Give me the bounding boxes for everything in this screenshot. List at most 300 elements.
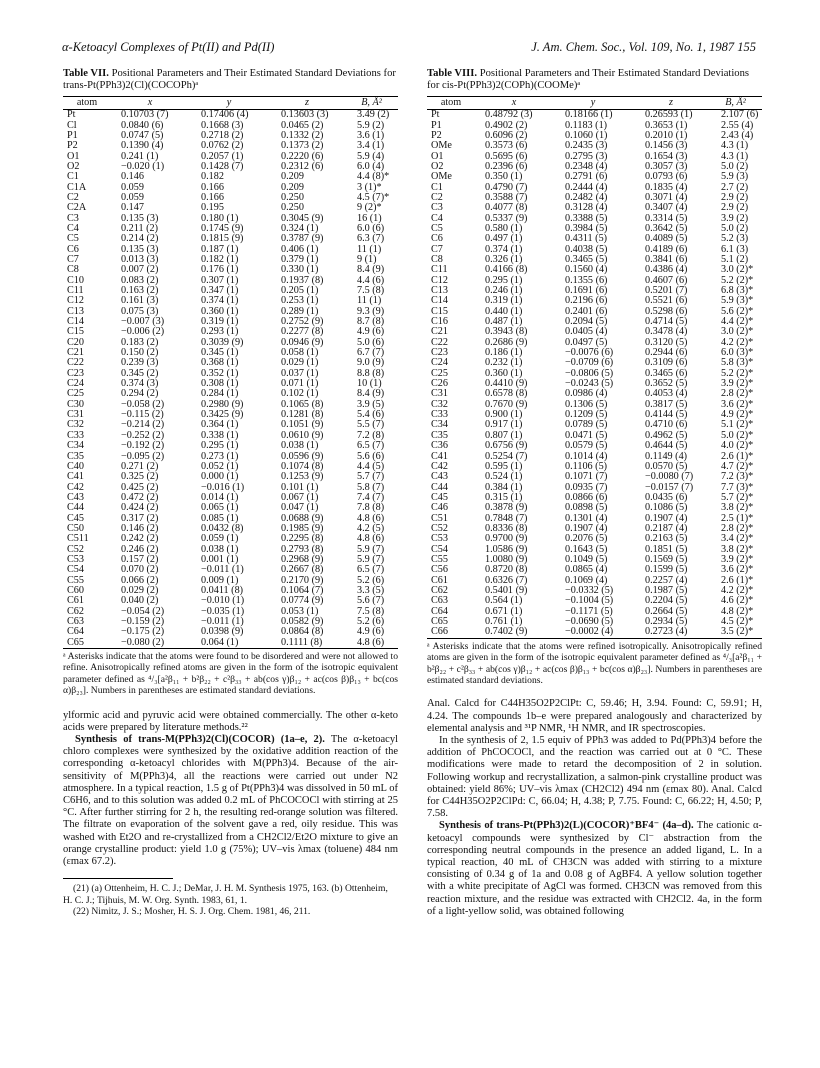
table7-cell-y: 0.17406 (4) — [201, 109, 249, 121]
table8-cell-y: 0.1301 (4) — [565, 512, 608, 524]
table7-cell-y: 0.064 (1) — [201, 636, 239, 648]
table7-cell-b: 5.0 (6) — [357, 336, 385, 348]
table7-cell-y: 0.166 — [201, 181, 224, 193]
table7-cell-b: 4.8 (6) — [357, 636, 385, 648]
table8-cell-x: 0.8336 (8) — [485, 522, 528, 534]
table8-cell-atom: C15 — [431, 305, 448, 317]
table7-cell-x: 0.075 (3) — [121, 305, 159, 317]
table7-cell-z: 0.0610 (9) — [281, 429, 324, 441]
table8-cell-b: 2.107 (6) — [721, 109, 759, 121]
left-paragraph-2-text: The α-ketoacyl chloro complexes were synthesized by the oxidative addition reaction of the corresponding α-ketoacyl chlorides with M(PPh3)4. Because of the air-sensitivity of M(PPh3)4, all the reactions were carried out under N2 atmosphere. In a typical reaction, 1.5 g of Pt(PPh3)4 was dissolved in 50 mL of C6H6, and to this solution was added 0.2 mL of PhCOCOCl with stirring at 25 °C. After further stirring for 2 h, the resulting red-orange solution was filtered. The filtrate on evaporation of the solvent gave a red, oily residue. This was washed with Et2O and re-crystallized from a CH2Cl2/Et2O mixture to give an orange crystalline product: yield 1.0 g (75%); UV–vis λmax (toluene) 484 nm (εmax 67.2). — [63, 734, 398, 868]
table7-cell-atom: O2 — [67, 160, 80, 172]
table8-cell-y: 0.1691 (6) — [565, 285, 608, 296]
table7-cell-b: 8.8 (8) — [357, 367, 385, 379]
table8-cell-b: 3.0 (2)* — [721, 264, 754, 276]
table7-cell-z: 0.1111 (8) — [281, 636, 323, 648]
table8-cell-b: 3.8 (2)* — [721, 502, 754, 514]
table8-cell-b: 5.0 (2)* — [721, 429, 754, 441]
table8-cell-atom: C44 — [431, 481, 448, 493]
table8-cell-x: 0.48792 (3) — [485, 109, 533, 121]
table8-cell-b: 4.4 (2)* — [721, 316, 754, 328]
table7-cell-z: 0.0774 (9) — [281, 595, 324, 607]
table8-cell-x: 0.5254 (7) — [485, 450, 528, 462]
table7-cell-atom: C8 — [67, 264, 79, 276]
left-body-text — [63, 710, 398, 869]
table8-cell-atom: C26 — [431, 378, 448, 390]
table7-cell-x: 0.163 (2) — [121, 285, 159, 296]
table7-cell-b: 8.4 (9) — [357, 388, 385, 400]
table8-cell-x: 0.6756 (9) — [485, 440, 528, 452]
table8-cell-b: 2.9 (2) — [721, 191, 749, 203]
table8-cell-b: 3.6 (2)* — [721, 398, 754, 410]
table7-cell-z: 0.037 (1) — [281, 367, 319, 379]
table7-cell-z: 0.1253 (9) — [281, 471, 324, 483]
table7-cell-y: 0.059 (1) — [201, 533, 239, 545]
table7-cell-b: 3.49 (2) — [357, 109, 390, 121]
table7-cell-z: 0.2667 (8) — [281, 564, 324, 576]
table7-cell-b: 16 (1) — [357, 212, 382, 224]
table8-cell-atom: Pt — [431, 109, 440, 121]
table7-cell-b: 5.4 (6) — [357, 409, 385, 421]
table7-cell-b: 5.9 (7) — [357, 543, 385, 555]
table8-cell-b: 4.9 (2)* — [721, 409, 754, 421]
table7-cell-z: 0.3787 (9) — [281, 233, 324, 245]
table8-cell-atom: C12 — [431, 274, 448, 286]
table7-cell-x: 0.0747 (5) — [121, 129, 164, 141]
table7-cell-b: 8.4 (9) — [357, 264, 385, 276]
table7-cell-atom: C25 — [67, 388, 84, 400]
table8-col-z: z — [633, 96, 709, 109]
table7-cell-y: 0.166 — [201, 191, 224, 203]
table7-cell-y: 0.000 (1) — [201, 471, 239, 483]
table7-cell-b: 5.6 (6) — [357, 450, 385, 462]
table7-cell-z: 0.205 (1) — [281, 285, 319, 296]
table8-cell-atom: OMe — [431, 171, 452, 183]
table7-col-b: B, Å² — [345, 96, 398, 109]
running-header-journal: J. Am. Chem. Soc., Vol. 109, No. 1, 1987 155 — [531, 40, 756, 54]
table7-cell-b: 5.6 (7) — [357, 595, 385, 607]
table8-cell-atom: C63 — [431, 595, 448, 607]
table8-cell-x: 0.5695 (6) — [485, 150, 528, 162]
table7-cell-x: 0.135 (3) — [121, 212, 159, 224]
table8-cell-y: −0.0076 (6) — [565, 347, 614, 359]
table7-row — [63, 172, 398, 182]
table8-cell-b: 5.8 (3)* — [721, 357, 754, 369]
table7-cell-z: 0.071 (1) — [281, 378, 319, 390]
table8-cell-z: 0.3653 (1) — [645, 119, 688, 131]
table8-cell-y: 0.1183 (1) — [565, 119, 608, 131]
table7-row — [63, 441, 398, 451]
table7-cell-b: 9.0 (9) — [357, 357, 385, 369]
table8-cell-atom: C13 — [431, 285, 448, 296]
table7-cell-b: 4.9 (6) — [357, 626, 385, 638]
table7-cell-b: 5.5 (7) — [357, 419, 385, 431]
table7-cell-x: −0.095 (2) — [121, 450, 165, 462]
table7-col-atom: atom — [63, 96, 111, 109]
table7-cell-atom: C23 — [67, 367, 84, 379]
table7-cell-z: 0.1985 (9) — [281, 522, 324, 534]
table8-cell-z: 0.2944 (6) — [645, 347, 688, 359]
table7-cell-b: 4.4 (6) — [357, 274, 385, 286]
table7-cell-y: 0.3425 (9) — [201, 409, 244, 421]
table7-cell-z: 0.0946 (9) — [281, 336, 324, 348]
table7-cell-atom: C44 — [67, 502, 84, 514]
table7-cell-b: 3.6 (1) — [357, 129, 385, 141]
table8-cell-y: −0.1171 (5) — [565, 605, 613, 617]
table7-cell-z: 0.2220 (6) — [281, 150, 324, 162]
table8-cell-z: 0.3465 (6) — [645, 367, 688, 379]
table7-cell-z: 0.2752 (9) — [281, 316, 324, 328]
table8-caption — [427, 68, 762, 93]
table7-cell-b: 9.3 (9) — [357, 305, 385, 317]
right-column — [427, 68, 762, 918]
table8-cell-x: 0.326 (1) — [485, 253, 523, 265]
table7-cell-y: 0.182 (1) — [201, 253, 239, 265]
table8-cell-z: 0.2163 (5) — [645, 533, 688, 545]
table8-cell-atom: C4 — [431, 212, 443, 224]
table7-cell-b: 5.9 (7) — [357, 553, 385, 565]
table7-cell-b: 9 (2)* — [357, 202, 382, 214]
table8-cell-b: 2.8 (2)* — [721, 522, 754, 534]
table8-cell-atom: C43 — [431, 471, 448, 483]
table8-cell-y: 0.3465 (5) — [565, 253, 608, 265]
table8-cell-atom: C42 — [431, 460, 448, 472]
table8-cell-z: 0.2934 (5) — [645, 616, 688, 627]
table7-cell-atom: C12 — [67, 295, 84, 307]
table7-cell-x: 0.147 — [121, 202, 144, 214]
table8-footnote: ᵃ Asterisks indicate that the atoms were refined isotropically. Anisotropically refined atoms are given in the form of the isotropic equivalent parameter defined as ⁴/₃[a²β₁₁ + b²β₂₂ + c²β₃₃ + ab(cos γ)β₁₂ + ac(cos β)β₁₃ + bc(cos α)β₂₃]. Numbers in parentheses are estimated standard deviations. — [427, 640, 762, 686]
table8-cell-x: 0.4410 (9) — [485, 378, 528, 390]
table8-cell-y: 0.0898 (5) — [565, 502, 608, 514]
table7-cell-z: 0.102 (1) — [281, 388, 319, 400]
table7-cell-x: 0.029 (2) — [121, 584, 159, 596]
table8-cell-b: 4.3 (1) — [721, 150, 749, 162]
table8-row — [427, 503, 762, 513]
table8-cell-y: 0.2482 (4) — [565, 191, 608, 203]
table7-cell-x: −0.159 (2) — [121, 616, 165, 627]
table7-cell-atom: C40 — [67, 460, 84, 472]
table7-cell-atom: C32 — [67, 419, 84, 431]
table7-cell-y: 0.180 (1) — [201, 212, 239, 224]
table8-cell-y: 0.0579 (5) — [565, 440, 608, 452]
table8-cell-b: 5.0 (2) — [721, 222, 749, 234]
table8-caption-text: Positional Parameters and Their Estimated Standard Deviations for cis-Pt(PPh3)2(COPh)(COOMe)ᵃ — [427, 68, 750, 92]
table7-cell-y: −0.011 (1) — [201, 616, 244, 627]
table7-cell-z: 0.253 (1) — [281, 295, 319, 307]
table7-cell-atom: C50 — [67, 522, 84, 534]
table8-cell-z: −0.0157 (7) — [645, 481, 694, 493]
table8-cell-y: 0.1069 (4) — [565, 574, 608, 586]
table7-cell-x: 0.242 (2) — [121, 533, 159, 545]
table8-cell-x: 0.6326 (7) — [485, 574, 528, 586]
table7-cell-atom: C1 — [67, 171, 79, 183]
table7-cell-y: 0.364 (1) — [201, 419, 239, 431]
table8-cell-x: 0.8720 (8) — [485, 564, 528, 576]
table8-cell-x: 0.3878 (9) — [485, 502, 528, 514]
table8-cell-x: 0.5401 (9) — [485, 584, 528, 596]
table7-cell-x: 0.146 (2) — [121, 522, 159, 534]
table8-col-atom: atom — [427, 96, 475, 109]
table7-cell-z: 0.324 (1) — [281, 222, 319, 234]
table8-cell-z: 0.3314 (5) — [645, 212, 688, 224]
table8-cell-z: 0.1907 (4) — [645, 512, 688, 524]
table8-cell-y: 0.2196 (6) — [565, 295, 608, 307]
table8-cell-atom: C34 — [431, 419, 448, 431]
table7-cell-z: 0.1051 (9) — [281, 419, 324, 431]
table8-cell-b: 5.2 (3) — [721, 233, 749, 245]
table7-cell-x: 0.294 (2) — [121, 388, 159, 400]
table8-cell-b: 2.5 (1)* — [721, 512, 754, 524]
table8-cell-atom: O1 — [431, 150, 444, 162]
right-paragraph-3-text: The cationic α-ketoacyl compounds were synthesized by Cl⁻ abstraction from the corresponding neutral compounds in the presence an added ligand, L. In a typical reaction, 40 mL of CH3CN was added with stirring to a mixture consisting of 0.34 g of 1a and 0.08 g of AgBF4. A yellow solution together with a white precipitate of AgCl was formed. CH3CN was removed from this reaction mixture, and the residue was extracted with CH2Cl2. 4a, in the form of a light-yellow solid, was obtained following — [427, 820, 762, 917]
table7-cell-x: 0.183 (2) — [121, 336, 159, 348]
table8-cell-x: 0.384 (1) — [485, 481, 523, 493]
table7-cell-b: 5.7 (7) — [357, 471, 385, 483]
table8-cell-b: 2.7 (2) — [721, 181, 749, 193]
table8-cell-y: 0.3984 (5) — [565, 222, 608, 234]
table8-cell-z: 0.4714 (5) — [645, 316, 688, 328]
table7-cell-atom: C3 — [67, 212, 79, 224]
table7-cell-atom: C63 — [67, 616, 84, 627]
table8-cell-b: 2.6 (1)* — [721, 450, 754, 462]
table7-cell-y: 0.347 (1) — [201, 285, 239, 296]
table7-cell-x: 0.007 (2) — [121, 264, 159, 276]
table7-cell-atom: C2A — [67, 202, 87, 214]
table7-cell-x: −0.252 (2) — [121, 429, 165, 441]
table8-cell-atom: C5 — [431, 222, 443, 234]
table8-cell-atom: C45 — [431, 491, 448, 503]
table7-cell-z: 0.3045 (9) — [281, 212, 324, 224]
table7-cell-z: 0.1332 (2) — [281, 129, 324, 141]
table7-body — [63, 110, 398, 649]
table8-cell-b: 4.6 (2)* — [721, 595, 754, 607]
table7-cell-b: 3 (1)* — [357, 181, 382, 193]
table8-cell-x: 0.7848 (7) — [485, 512, 528, 524]
table8-cell-y: −0.0690 (5) — [565, 616, 614, 627]
table7-cell-b: 3.4 (1) — [357, 140, 385, 152]
table7-cell-y: −0.010 (1) — [201, 595, 245, 607]
table7-cell-z: 0.053 (1) — [281, 605, 319, 617]
table8-cell-z: 0.2664 (5) — [645, 605, 688, 617]
table8-cell-atom: C25 — [431, 367, 448, 379]
table8-cell-z: 0.5201 (7) — [645, 285, 688, 296]
table8-cell-z: 0.5298 (6) — [645, 305, 688, 317]
table7-cell-atom: C10 — [67, 274, 84, 286]
table8-cell-b: 3.9 (2) — [721, 212, 749, 224]
table7-cell-x: 0.157 (2) — [121, 553, 159, 565]
table8-cell-y: 0.2401 (6) — [565, 305, 608, 317]
table7-cell-b: 5.2 (6) — [357, 616, 385, 627]
table8-cell-y: −0.0709 (6) — [565, 357, 614, 369]
table7-cell-atom: C2 — [67, 191, 79, 203]
table8-cell-z: 0.1086 (5) — [645, 502, 688, 514]
table7-cell-y: 0.3039 (9) — [201, 336, 244, 348]
table8-cell-atom: C14 — [431, 295, 448, 307]
table7-cell-atom: C62 — [67, 605, 84, 617]
table7-cell-x: 0.083 (2) — [121, 274, 159, 286]
table8-cell-x: 0.440 (1) — [485, 305, 523, 317]
table8-cell-y: 0.1907 (4) — [565, 522, 608, 534]
table7-cell-atom: O1 — [67, 150, 80, 162]
table7-cell-b: 6.0 (4) — [357, 160, 385, 172]
table7-cell-y: 0.1745 (9) — [201, 222, 244, 234]
table7-cell-y: 0.085 (1) — [201, 512, 239, 524]
table8-cell-y: 0.0866 (6) — [565, 491, 608, 503]
table7-cell-y: 0.014 (1) — [201, 491, 239, 503]
table7-cell-z: 0.379 (1) — [281, 253, 319, 265]
table7-header-row — [63, 96, 398, 109]
table7-cell-atom: C7 — [67, 253, 79, 265]
table7-cell-x: 0.239 (3) — [121, 357, 159, 369]
table8-row — [427, 110, 762, 121]
table7-cell-y: 0.284 (1) — [201, 388, 239, 400]
table8-cell-z: 0.2257 (4) — [645, 574, 688, 586]
table7-cell-y: 0.1815 (9) — [201, 233, 244, 245]
table7-cell-z: 0.038 (1) — [281, 440, 319, 452]
table7-cell-b: 7.5 (8) — [357, 285, 385, 296]
left-paragraph-1: ylformic acid and pyruvic acid were obtained commercially. The other α-keto acids were prepared by literature methods.²² — [63, 709, 398, 733]
table8-cell-x: 0.671 (1) — [485, 605, 523, 617]
table7-row — [63, 110, 398, 121]
table8-header-row — [427, 96, 762, 109]
table8-cell-b: 3.0 (2)* — [721, 326, 754, 338]
right-paragraph-3 — [427, 820, 762, 918]
table7-cell-y: 0.195 — [201, 202, 224, 214]
table7-cell-y: 0.176 (1) — [201, 264, 239, 276]
table8-cell-z: 0.3841 (6) — [645, 253, 688, 265]
table8-cell-z: 0.4386 (4) — [645, 264, 688, 276]
table7-cell-z: 0.0688 (9) — [281, 512, 324, 524]
table8-cell-atom: C6 — [431, 233, 443, 245]
table8-cell-x: 0.497 (1) — [485, 233, 523, 245]
table8-cell-atom: C23 — [431, 347, 448, 359]
table8-cell-atom: C51 — [431, 512, 448, 524]
table8-cell-atom: C24 — [431, 357, 448, 369]
table8-cell-y: 0.4311 (5) — [565, 233, 608, 245]
table7-cell-atom: C60 — [67, 584, 84, 596]
table7-row — [63, 638, 398, 649]
table8-row — [427, 441, 762, 451]
table8-cell-b: 4.2 (2)* — [721, 584, 754, 596]
table7-cell-y: −0.011 (1) — [201, 564, 244, 576]
table7-col-x: x — [111, 96, 189, 109]
table8-cell-y: −0.0002 (4) — [565, 626, 614, 638]
table7-cell-atom: P2 — [67, 140, 78, 152]
table7-cell-y: 0.374 (1) — [201, 295, 239, 307]
table8-cell-z: −0.0080 (7) — [645, 471, 694, 483]
table8-cell-atom: C11 — [431, 264, 448, 276]
table7-cell-b: 4.5 (7)* — [357, 191, 390, 203]
table8-cell-x: 0.580 (1) — [485, 222, 523, 234]
table7-cell-y: 0.295 (1) — [201, 440, 239, 452]
table7-cell-y: 0.345 (1) — [201, 347, 239, 359]
table7-cell-z: 0.0582 (9) — [281, 616, 324, 627]
table8-cell-b: 2.55 (4) — [721, 119, 754, 131]
table7-cell-z: 0.047 (1) — [281, 502, 319, 514]
table8-cell-y: 0.0986 (4) — [565, 388, 608, 400]
table7-cell-y: 0.065 (1) — [201, 502, 239, 514]
table8-cell-z: 0.3817 (5) — [645, 398, 688, 410]
table7-cell-atom: C42 — [67, 481, 84, 493]
table7-cell-x: 0.424 (2) — [121, 502, 159, 514]
table7-cell-atom: Pt — [67, 109, 76, 121]
table7-cell-b: 7.5 (8) — [357, 605, 385, 617]
table8-cell-y: 0.0789 (5) — [565, 419, 608, 431]
table8-cell-atom: C35 — [431, 429, 448, 441]
table8-cell-z: 0.3109 (6) — [645, 357, 688, 369]
table8-cell-atom: C41 — [431, 450, 448, 462]
table7-cell-x: −0.054 (2) — [121, 605, 165, 617]
table7-cell-y: 0.368 (1) — [201, 357, 239, 369]
table7-cell-z: 0.1064 (7) — [281, 584, 324, 596]
table8-cell-x: 0.487 (1) — [485, 316, 523, 328]
table8-cell-b: 4.3 (1) — [721, 140, 749, 152]
table7-cell-x: −0.020 (1) — [121, 160, 165, 172]
table8-row — [427, 172, 762, 182]
table8-cell-b: 7.2 (3)* — [721, 471, 754, 483]
table7-cell-b: 7.4 (7) — [357, 491, 385, 503]
table7-cell-z: 0.209 — [281, 171, 304, 183]
table7-cell-atom: C35 — [67, 450, 84, 462]
table7-caption-text: Positional Parameters and Their Estimated Standard Deviations for trans-Pt(PPh3)2(Cl)(COCOPh)ᵃ — [63, 68, 396, 92]
table8-cell-z: 0.1599 (5) — [645, 564, 688, 576]
table7-cell-y: 0.038 (1) — [201, 543, 239, 555]
table8-cell-b: 5.9 (3) — [721, 171, 749, 183]
table7-cell-atom: C54 — [67, 564, 84, 576]
table7-cell-z: 0.067 (1) — [281, 491, 319, 503]
table7-cell-z: 0.13603 (3) — [281, 109, 329, 121]
table7-cell-x: 0.013 (3) — [121, 253, 159, 265]
table7-cell-atom: C6 — [67, 243, 79, 255]
table7-cell-z: 0.209 — [281, 181, 304, 193]
table7-cell-z: 0.0596 (9) — [281, 450, 324, 462]
table8-cell-b: 4.0 (2)* — [721, 440, 754, 452]
table7-cell-atom: C1A — [67, 181, 87, 193]
table8-cell-z: 0.1987 (5) — [645, 584, 688, 596]
table8-cell-atom: C65 — [431, 616, 448, 627]
table8-body — [427, 110, 762, 639]
table8-cell-atom: P2 — [431, 129, 442, 141]
table7-cell-atom: C33 — [67, 429, 84, 441]
table7-cell-b: 6.5 (7) — [357, 564, 385, 576]
table8-cell-z: 0.3057 (3) — [645, 160, 688, 172]
table7-cell-b: 4.4 (8)* — [357, 171, 390, 183]
table8-cell-b: 5.1 (2)* — [721, 419, 754, 431]
table7-cell-b: 9 (1) — [357, 253, 377, 265]
table7-cell-x: −0.007 (3) — [121, 316, 165, 328]
table7-cell-x: 0.059 — [121, 181, 144, 193]
table8-cell-z: 0.3071 (4) — [645, 191, 688, 203]
reference-22: (22) Nimitz, J. S.; Mosher, H. S. J. Org. Chem. 1981, 46, 211. — [73, 906, 311, 918]
table7-cell-y: 0.0398 (9) — [201, 626, 244, 638]
table8-cell-atom: C2 — [431, 191, 443, 203]
table8-cell-y: 0.1355 (6) — [565, 274, 608, 286]
table7-cell-y: 0.273 (1) — [201, 450, 239, 462]
table8-cell-x: 1.0080 (9) — [485, 553, 528, 565]
table8-cell-z: 0.3478 (4) — [645, 326, 688, 338]
table7-cell-y: 0.0432 (8) — [201, 522, 244, 534]
table8-cell-b: 4.7 (2)* — [721, 460, 754, 472]
table7-cell-atom: C13 — [67, 305, 84, 317]
table8-cell-z: 0.0435 (6) — [645, 491, 688, 503]
table7-cell-atom: C22 — [67, 357, 84, 369]
table8-cell-b: 5.1 (2) — [721, 253, 749, 265]
table8-cell-x: 0.564 (1) — [485, 595, 523, 607]
table8-cell-x: 0.246 (1) — [485, 285, 523, 296]
table8-cell-y: 0.3388 (5) — [565, 212, 608, 224]
table7-cell-atom: Cl — [67, 119, 77, 131]
table7 — [63, 96, 398, 649]
